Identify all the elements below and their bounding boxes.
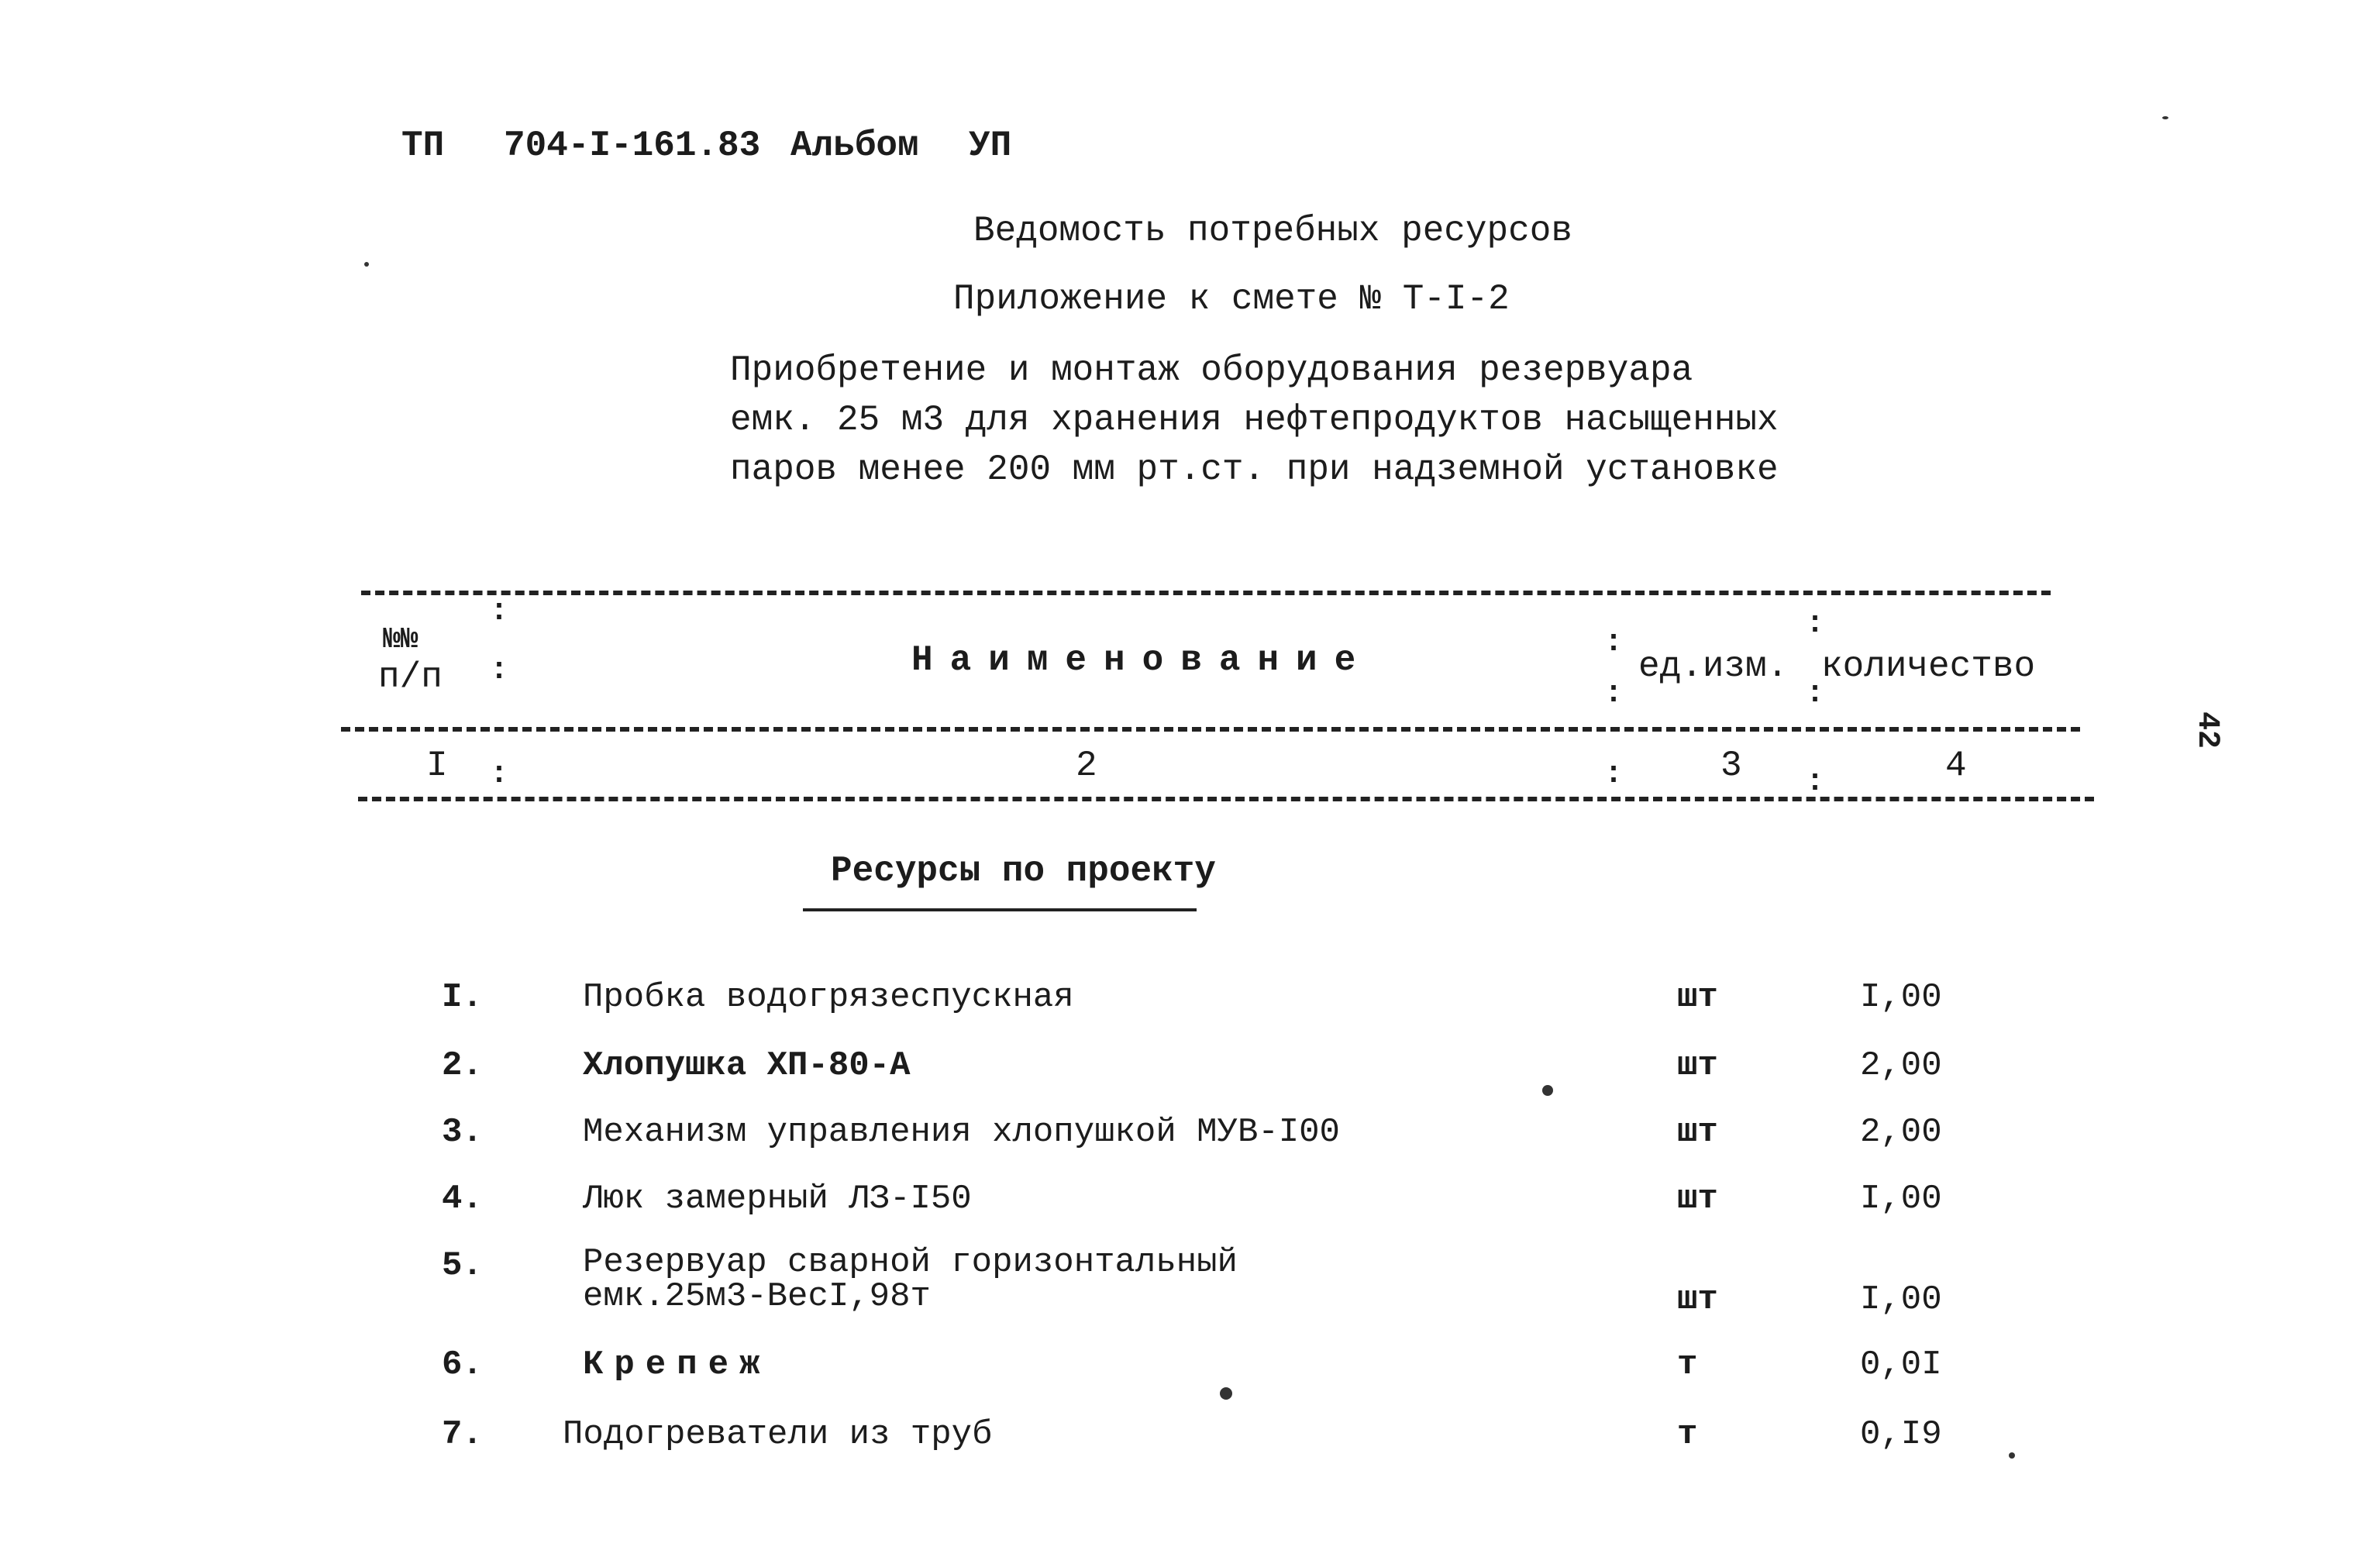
section-heading: Ресурсы по проекту: [831, 851, 1216, 891]
table-rule-middle: [341, 727, 2080, 732]
row-unit: шт: [1677, 978, 1718, 1017]
title-resources: Ведомость потребных ресурсов: [973, 211, 1572, 251]
scan-speck: [2009, 1452, 2015, 1459]
row-quantity: I,00: [1860, 1180, 1942, 1218]
column-separator: :: [1604, 757, 1624, 792]
row-number: 5.: [442, 1246, 483, 1285]
column-header-number-line2: п/п: [378, 657, 443, 698]
row-unit: т: [1677, 1415, 1698, 1454]
scan-speck: [1220, 1387, 1232, 1400]
row-name-line2: емк.25м3-ВесI,98т: [583, 1277, 931, 1316]
doc-code: 704-I-161.83: [504, 126, 761, 166]
column-header-quantity: количество: [1821, 646, 2036, 687]
row-quantity: I,00: [1860, 978, 1942, 1017]
row-unit: шт: [1677, 1113, 1718, 1152]
row-number: 2.: [442, 1046, 483, 1085]
column-number-3: 3: [1720, 746, 1742, 786]
column-number-2: 2: [1076, 746, 1097, 786]
row-name: Хлопушка ХП-80-А: [583, 1046, 911, 1085]
title-description-line2: емк. 25 м3 для хранения нефтепродуктов насыщенных: [730, 400, 1779, 440]
row-quantity: I,00: [1860, 1280, 1942, 1319]
row-name: Люк замерный ЛЗ-I50: [583, 1180, 972, 1218]
row-quantity: 2,00: [1860, 1046, 1942, 1085]
album-number: УП: [969, 126, 1012, 166]
column-number-4: 4: [1945, 746, 1967, 786]
column-separator: :: [490, 653, 509, 688]
row-name: Резервуар сварной горизонтальный: [583, 1243, 1238, 1282]
row-number: 3.: [442, 1113, 483, 1152]
scan-speck: [2162, 116, 2168, 119]
row-number: I.: [442, 978, 483, 1017]
row-name: Механизм управления хлопушкой МУВ-I00: [583, 1113, 1340, 1152]
row-quantity: 0,I9: [1860, 1415, 1942, 1454]
row-unit: шт: [1677, 1180, 1718, 1218]
column-separator: :: [1806, 765, 1825, 800]
title-description-line1: Приобретение и монтаж оборудования резервуара: [730, 350, 1693, 391]
column-separator: :: [1806, 607, 1825, 642]
section-heading-underline: [803, 908, 1197, 911]
row-name: Крепеж: [583, 1345, 771, 1384]
row-number: 7.: [442, 1415, 483, 1454]
column-separator: :: [1806, 677, 1825, 711]
column-header-unit: ед.изм.: [1638, 646, 1789, 687]
scan-speck: [1542, 1085, 1553, 1096]
title-appendix: Приложение к смете № Т-I-2: [953, 279, 1510, 319]
page-number: 42: [2189, 711, 2224, 749]
column-separator: :: [490, 757, 509, 792]
scan-speck: [364, 262, 369, 267]
title-description-line3: паров менее 200 мм рт.ст. при надземной установке: [730, 450, 1779, 490]
table-rule-top: [361, 591, 2051, 595]
row-unit: т: [1677, 1345, 1698, 1384]
column-header-name: Наименование: [911, 640, 1373, 680]
row-number: 4.: [442, 1180, 483, 1218]
column-header-number-line1: №№: [383, 623, 418, 656]
row-name: Пробка водогрязеспускная: [583, 978, 1074, 1017]
row-number: 6.: [442, 1345, 483, 1384]
row-quantity: 2,00: [1860, 1113, 1942, 1152]
table-rule-bottom: [358, 797, 2094, 801]
row-unit: шт: [1677, 1280, 1718, 1319]
row-unit: шт: [1677, 1046, 1718, 1085]
doc-prefix: ТП: [401, 126, 445, 166]
column-separator: :: [1604, 677, 1624, 711]
row-quantity: 0,0I: [1860, 1345, 1942, 1384]
column-separator: :: [490, 594, 509, 629]
column-separator: :: [1604, 625, 1624, 660]
row-name: Подогреватели из труб: [563, 1415, 993, 1454]
column-number-1: I: [426, 746, 448, 786]
album-label: Альбом: [790, 126, 919, 166]
